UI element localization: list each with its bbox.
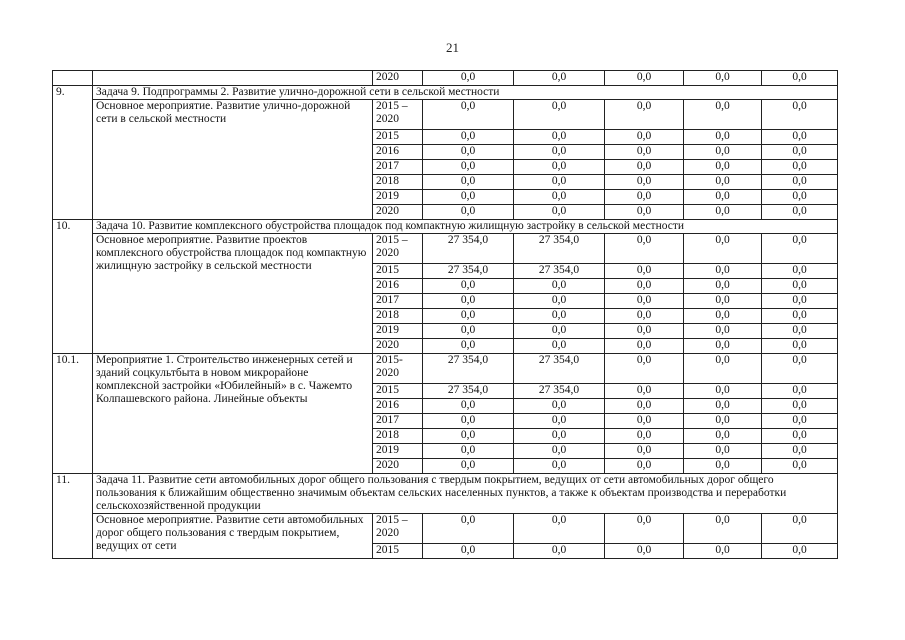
section-number: 10.1. xyxy=(53,354,93,474)
value-cell: 0,0 xyxy=(514,339,605,354)
value-cell: 0,0 xyxy=(605,279,684,294)
value-cell: 0,0 xyxy=(423,279,514,294)
value-cell: 0,0 xyxy=(514,544,605,559)
value-cell: 0,0 xyxy=(684,514,762,544)
task-row xyxy=(53,86,838,100)
year-cell: 2017 xyxy=(373,414,423,429)
value-cell: 0,0 xyxy=(684,324,762,339)
year-cell: 2020 xyxy=(373,459,423,474)
value-cell: 0,0 xyxy=(605,130,684,145)
year-cell: 2019 xyxy=(373,444,423,459)
year-cell: 2017 xyxy=(373,294,423,309)
value-cell: 0,0 xyxy=(605,324,684,339)
activity-description: Основное мероприятие. Развитие улично-дорожной сети в сельской местности xyxy=(93,100,373,220)
table-row xyxy=(53,71,838,86)
table-row xyxy=(53,234,838,264)
task-row xyxy=(53,474,838,514)
task-title: Задача 11. Развитие сети автомобильных дорог общего пользования с твердым покрытием, ведущих от сети автомобильных дорог общего пользования к ближайшим общественно значимым объектам сельских населенных пунктов, а также к объектам производства и переработки сельскохозяйственной продукции xyxy=(93,474,838,514)
value-cell: 0,0 xyxy=(423,309,514,324)
value-cell: 0,0 xyxy=(423,71,514,86)
value-cell: 0,0 xyxy=(423,160,514,175)
year-cell: 2018 xyxy=(373,175,423,190)
value-cell: 0,0 xyxy=(423,205,514,220)
value-cell: 0,0 xyxy=(605,339,684,354)
value-cell: 0,0 xyxy=(684,544,762,559)
value-cell: 0,0 xyxy=(684,429,762,444)
year-cell: 2016 xyxy=(373,399,423,414)
value-cell: 0,0 xyxy=(423,190,514,205)
value-cell: 0,0 xyxy=(423,339,514,354)
year-cell: 2015 – 2020 xyxy=(373,234,423,264)
value-cell: 0,0 xyxy=(423,145,514,160)
year-cell: 2016 xyxy=(373,145,423,160)
value-cell: 0,0 xyxy=(423,100,514,130)
value-cell: 0,0 xyxy=(762,175,838,190)
value-cell: 0,0 xyxy=(605,71,684,86)
year-cell: 2015 xyxy=(373,264,423,279)
year-cell: 2018 xyxy=(373,429,423,444)
value-cell: 0,0 xyxy=(762,309,838,324)
value-cell: 0,0 xyxy=(514,294,605,309)
year-cell: 2015 xyxy=(373,130,423,145)
value-cell: 0,0 xyxy=(684,399,762,414)
value-cell: 0,0 xyxy=(762,414,838,429)
value-cell: 27 354,0 xyxy=(514,354,605,384)
value-cell: 0,0 xyxy=(514,100,605,130)
value-cell: 27 354,0 xyxy=(514,264,605,279)
value-cell: 0,0 xyxy=(514,444,605,459)
value-cell: 0,0 xyxy=(605,205,684,220)
value-cell: 0,0 xyxy=(684,309,762,324)
activity-description: Мероприятие 1. Строительство инженерных сетей и зданий соцкультбыта в новом микрорайоне комплексной застройки «Юбилейный» в с. Чажемто Колпашевского района. Линейные объекты xyxy=(93,354,373,474)
value-cell: 0,0 xyxy=(423,544,514,559)
value-cell: 0,0 xyxy=(605,309,684,324)
value-cell: 0,0 xyxy=(684,145,762,160)
value-cell: 0,0 xyxy=(762,264,838,279)
task-title: Задача 9. Подпрограммы 2. Развитие улично-дорожной сети в сельской местности xyxy=(93,86,838,100)
value-cell: 0,0 xyxy=(684,190,762,205)
value-cell: 0,0 xyxy=(762,190,838,205)
year-cell: 2020 xyxy=(373,339,423,354)
value-cell: 0,0 xyxy=(684,160,762,175)
value-cell: 0,0 xyxy=(514,145,605,160)
value-cell: 0,0 xyxy=(762,205,838,220)
value-cell: 0,0 xyxy=(605,399,684,414)
value-cell: 0,0 xyxy=(762,279,838,294)
value-cell: 0,0 xyxy=(605,234,684,264)
value-cell: 0,0 xyxy=(423,414,514,429)
value-cell: 0,0 xyxy=(684,264,762,279)
value-cell: 0,0 xyxy=(684,100,762,130)
value-cell: 0,0 xyxy=(762,399,838,414)
value-cell: 0,0 xyxy=(514,324,605,339)
value-cell: 0,0 xyxy=(605,264,684,279)
year-cell: 2015 xyxy=(373,384,423,399)
value-cell: 0,0 xyxy=(514,309,605,324)
value-cell: 0,0 xyxy=(684,444,762,459)
value-cell: 0,0 xyxy=(605,160,684,175)
year-cell: 2015 xyxy=(373,544,423,559)
value-cell: 0,0 xyxy=(423,459,514,474)
value-cell: 0,0 xyxy=(605,190,684,205)
year-cell: 2017 xyxy=(373,160,423,175)
budget-table xyxy=(52,70,838,559)
year-cell: 2019 xyxy=(373,190,423,205)
table-row xyxy=(53,354,838,384)
value-cell: 0,0 xyxy=(514,514,605,544)
value-cell: 27 354,0 xyxy=(423,354,514,384)
value-cell: 0,0 xyxy=(605,100,684,130)
value-cell: 0,0 xyxy=(423,514,514,544)
value-cell: 0,0 xyxy=(684,234,762,264)
value-cell: 0,0 xyxy=(762,324,838,339)
activity-description: Основное мероприятие. Развитие сети автомобильных дорог общего пользования с твердым покрытием, ведущих от сети xyxy=(93,514,373,559)
table-row xyxy=(53,514,838,544)
value-cell: 0,0 xyxy=(514,414,605,429)
value-cell: 0,0 xyxy=(514,399,605,414)
value-cell: 0,0 xyxy=(514,279,605,294)
value-cell: 0,0 xyxy=(423,130,514,145)
value-cell: 0,0 xyxy=(423,429,514,444)
year-cell: 2015 – 2020 xyxy=(373,100,423,130)
value-cell: 0,0 xyxy=(684,354,762,384)
value-cell: 0,0 xyxy=(605,514,684,544)
value-cell: 0,0 xyxy=(762,514,838,544)
value-cell: 0,0 xyxy=(762,544,838,559)
value-cell: 0,0 xyxy=(762,160,838,175)
value-cell: 27 354,0 xyxy=(423,384,514,399)
value-cell: 27 354,0 xyxy=(514,384,605,399)
value-cell: 0,0 xyxy=(762,384,838,399)
value-cell: 0,0 xyxy=(762,459,838,474)
value-cell: 0,0 xyxy=(684,414,762,429)
section-number: 10. xyxy=(53,220,93,354)
value-cell: 0,0 xyxy=(605,414,684,429)
value-cell: 27 354,0 xyxy=(423,264,514,279)
value-cell: 0,0 xyxy=(605,459,684,474)
activity-description: Основное мероприятие. Развитие проектов комплексного обустройства площадок под компактную жилищную застройку в сельской местности xyxy=(93,234,373,354)
year-cell: 2015 – 2020 xyxy=(373,514,423,544)
table-row xyxy=(53,100,838,130)
value-cell: 0,0 xyxy=(605,444,684,459)
number-cell xyxy=(53,71,93,86)
value-cell: 0,0 xyxy=(514,459,605,474)
task-title: Задача 10. Развитие комплексного обустройства площадок под компактную жилищную застройку в сельской местности xyxy=(93,220,838,234)
value-cell: 0,0 xyxy=(762,294,838,309)
year-cell: 2015- 2020 xyxy=(373,354,423,384)
value-cell: 0,0 xyxy=(514,130,605,145)
value-cell: 0,0 xyxy=(762,100,838,130)
value-cell: 0,0 xyxy=(684,279,762,294)
value-cell: 0,0 xyxy=(605,429,684,444)
value-cell: 0,0 xyxy=(605,354,684,384)
value-cell: 0,0 xyxy=(605,294,684,309)
year-cell: 2019 xyxy=(373,324,423,339)
description-cell xyxy=(93,71,373,86)
section-number: 9. xyxy=(53,86,93,220)
value-cell: 0,0 xyxy=(423,444,514,459)
value-cell: 0,0 xyxy=(762,339,838,354)
value-cell: 0,0 xyxy=(762,444,838,459)
value-cell: 27 354,0 xyxy=(423,234,514,264)
value-cell: 0,0 xyxy=(762,130,838,145)
value-cell: 0,0 xyxy=(514,160,605,175)
value-cell: 0,0 xyxy=(762,71,838,86)
value-cell: 27 354,0 xyxy=(514,234,605,264)
value-cell: 0,0 xyxy=(762,145,838,160)
value-cell: 0,0 xyxy=(423,294,514,309)
value-cell: 0,0 xyxy=(684,294,762,309)
value-cell: 0,0 xyxy=(762,234,838,264)
value-cell: 0,0 xyxy=(514,429,605,444)
value-cell: 0,0 xyxy=(684,339,762,354)
value-cell: 0,0 xyxy=(605,145,684,160)
value-cell: 0,0 xyxy=(514,175,605,190)
year-cell: 2020 xyxy=(373,205,423,220)
value-cell: 0,0 xyxy=(684,459,762,474)
value-cell: 0,0 xyxy=(605,175,684,190)
value-cell: 0,0 xyxy=(684,175,762,190)
year-cell: 2016 xyxy=(373,279,423,294)
value-cell: 0,0 xyxy=(684,384,762,399)
value-cell: 0,0 xyxy=(423,175,514,190)
value-cell: 0,0 xyxy=(423,399,514,414)
value-cell: 0,0 xyxy=(514,190,605,205)
value-cell: 0,0 xyxy=(762,354,838,384)
year-cell: 2018 xyxy=(373,309,423,324)
value-cell: 0,0 xyxy=(684,130,762,145)
value-cell: 0,0 xyxy=(514,71,605,86)
page-number: 21 xyxy=(446,40,459,55)
table-body xyxy=(53,71,838,559)
section-number: 11. xyxy=(53,474,93,559)
value-cell: 0,0 xyxy=(423,324,514,339)
task-row xyxy=(53,220,838,234)
year-cell: 2020 xyxy=(373,71,423,86)
value-cell: 0,0 xyxy=(684,205,762,220)
value-cell: 0,0 xyxy=(514,205,605,220)
value-cell: 0,0 xyxy=(762,429,838,444)
value-cell: 0,0 xyxy=(605,384,684,399)
value-cell: 0,0 xyxy=(605,544,684,559)
value-cell: 0,0 xyxy=(684,71,762,86)
